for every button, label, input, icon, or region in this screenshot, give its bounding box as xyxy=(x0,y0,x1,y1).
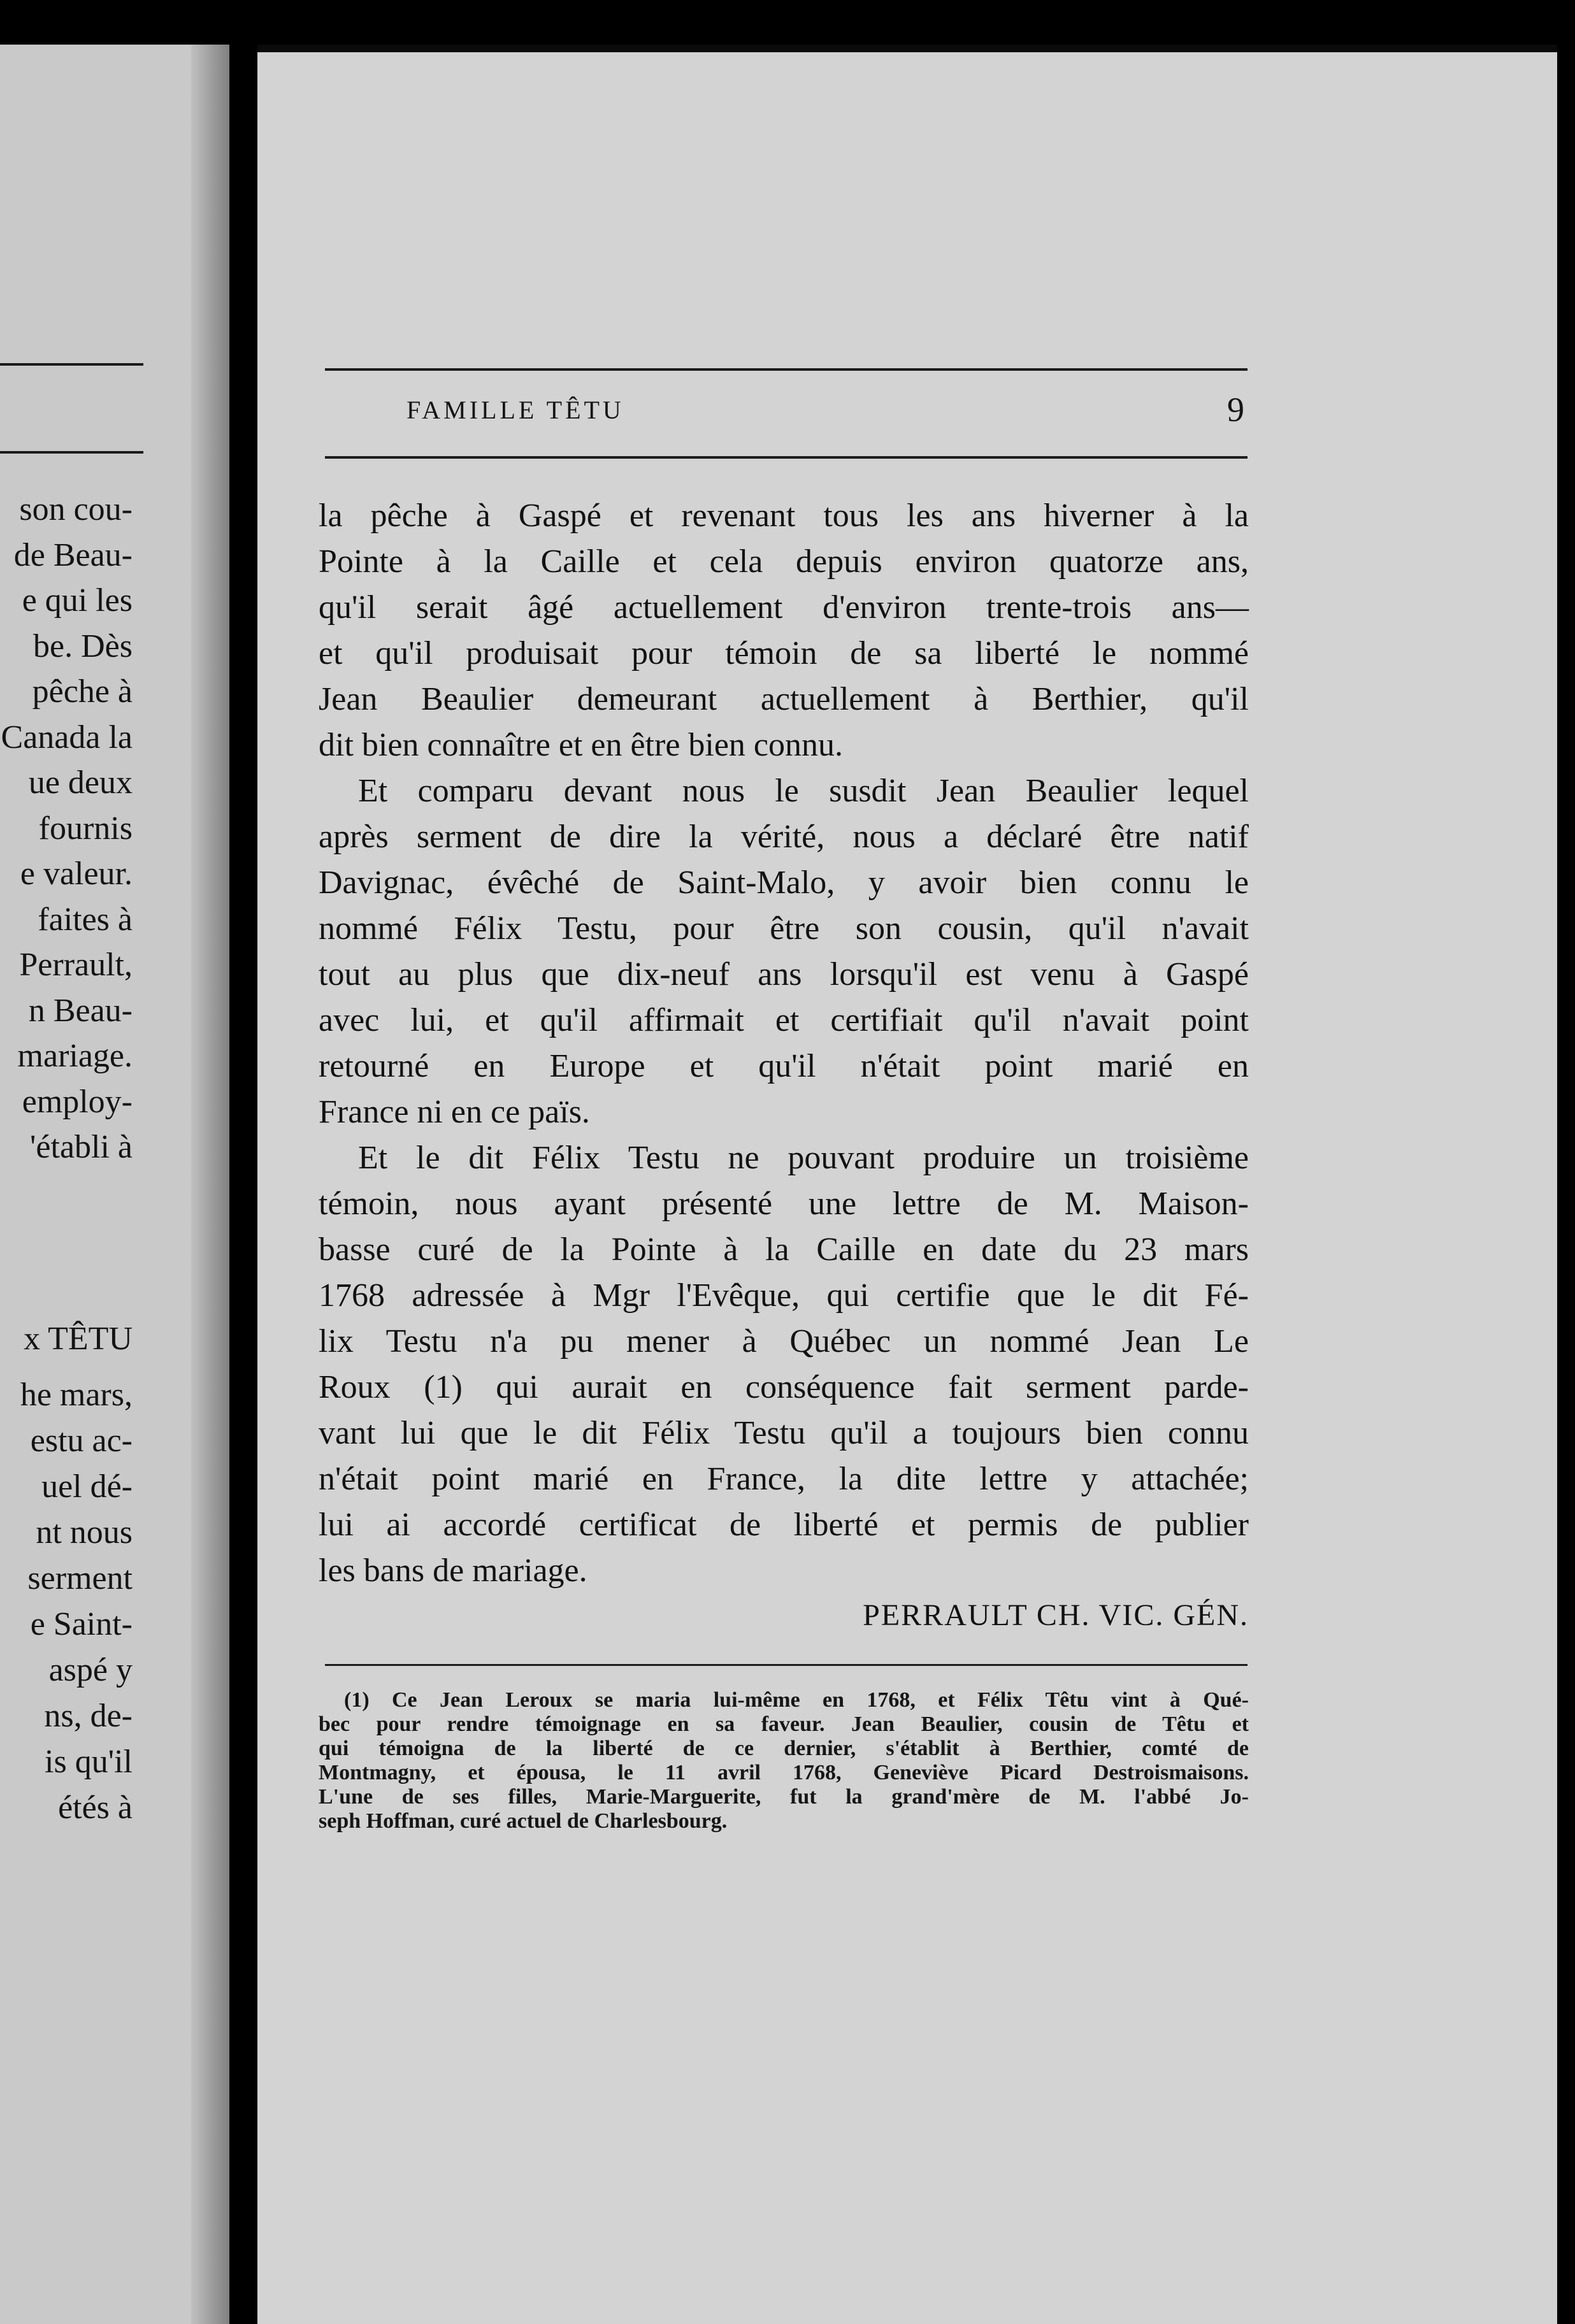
footnote-line: L'une de ses filles, Marie-Marguerite, fut la grand'mère de M. l'abbé Jo- xyxy=(319,1785,1249,1809)
previous-page-head-rule-top xyxy=(0,363,143,366)
body-line: Davignac, évêché de Saint-Malo, y avoir bien connu le xyxy=(319,864,1249,901)
previous-page-line: estu ac- xyxy=(30,1423,133,1459)
scan-border-top xyxy=(0,0,1575,45)
previous-page-fragment xyxy=(0,45,229,2324)
previous-page-line: e qui les xyxy=(22,582,133,619)
previous-page-line: nt nous xyxy=(36,1514,133,1551)
body-line: dit bien connaître et en être bien connu. xyxy=(319,727,844,763)
body-line: après serment de dire la vérité, nous a déclaré être natif xyxy=(319,819,1249,855)
page-curve-shadow xyxy=(191,45,229,2324)
body-line: basse curé de la Pointe à la Caille en date du 23 mars xyxy=(319,1231,1249,1268)
body-line: Et comparu devant nous le susdit Jean Beaulier lequel xyxy=(358,773,1249,809)
body-line: retourné en Europe et qu'il n'était point marié en xyxy=(319,1048,1249,1084)
body-line: Jean Beaulier demeurant actuellement à Berthier, qu'il xyxy=(319,681,1249,717)
signature: PERRAULT CH. VIC. GÉN. xyxy=(863,1598,1249,1632)
previous-page-line: aspé y xyxy=(48,1652,133,1688)
footnote-line: seph Hoffman, curé actuel de Charlesbourg. xyxy=(319,1809,728,1833)
previous-page-line: de Beau- xyxy=(13,537,133,573)
body-line: nommé Félix Testu, pour être son cousin, qu'il n'avait xyxy=(319,910,1249,947)
body-line: lix Testu n'a pu mener à Québec un nommé Jean Le xyxy=(319,1323,1249,1359)
body-line: Pointe à la Caille et cela depuis environ quatorze ans, xyxy=(319,543,1249,580)
previous-page-line: Canada la xyxy=(1,719,133,756)
body-line: la pêche à Gaspé et revenant tous les ans hiverner à la xyxy=(319,498,1249,534)
previous-page-line: serment xyxy=(27,1560,133,1596)
previous-page-line: pêche à xyxy=(32,673,133,710)
previous-page-line: uel dé- xyxy=(41,1468,133,1505)
body-line: lui ai accordé certificat de liberté et permis de publier xyxy=(319,1507,1249,1543)
previous-page-line: mariage. xyxy=(17,1038,133,1074)
previous-page-line: ns, de- xyxy=(44,1698,133,1734)
previous-page-line: fournis xyxy=(38,810,133,847)
body-line: et qu'il produisait pour témoin de sa liberté le nommé xyxy=(319,635,1249,671)
previous-page-head-rule-bottom xyxy=(0,451,143,454)
footnote-line: bec pour rendre témoignage en sa faveur. Jean Beaulier, cousin de Têtu et xyxy=(319,1712,1249,1736)
body-line: Et le dit Félix Testu ne pouvant produire un troisième xyxy=(358,1140,1249,1176)
previous-page-line: ue deux xyxy=(28,764,133,801)
scan-border-right xyxy=(1557,45,1575,2324)
running-head: FAMILLE TÊTU xyxy=(406,396,624,424)
previous-page-line: x TÊTU xyxy=(24,1321,133,1357)
footnote-line: qui témoigna de la liberté de ce dernier, s'établit à Berthier, comté de xyxy=(319,1737,1249,1760)
previous-page-line: e valeur. xyxy=(20,856,133,892)
previous-page-line: n Beau- xyxy=(28,993,133,1029)
body-line: vant lui que le dit Félix Testu qu'il a toujours bien connu xyxy=(319,1415,1249,1451)
previous-page-line: faites à xyxy=(38,901,133,938)
previous-page-line: employ- xyxy=(22,1084,133,1120)
body-line: tout au plus que dix-neuf ans lorsqu'il est venu à Gaspé xyxy=(319,956,1249,993)
body-line: les bans de mariage. xyxy=(319,1553,587,1589)
previous-page-line: son cou- xyxy=(19,491,133,527)
body-line: témoin, nous ayant présenté une lettre de M. Maison- xyxy=(319,1186,1249,1222)
body-line: n'était point marié en France, la dite lettre y attachée; xyxy=(319,1461,1249,1497)
footnote-rule xyxy=(325,1664,1248,1666)
previous-page-line: Perrault, xyxy=(19,947,133,983)
body-line: France ni en ce païs. xyxy=(319,1094,590,1130)
previous-page-line: étés à xyxy=(58,1790,133,1826)
footnote-line: (1) Ce Jean Leroux se maria lui-même en 1768, et Félix Têtu vint à Qué- xyxy=(344,1688,1249,1712)
previous-page-line: be. Dès xyxy=(33,628,133,664)
header-rule-bottom xyxy=(325,456,1248,459)
previous-page-line: he mars, xyxy=(20,1377,133,1413)
previous-page-line: 'établi à xyxy=(30,1129,133,1165)
page-number: 9 xyxy=(1227,391,1244,429)
previous-page-line: e Saint- xyxy=(30,1606,133,1642)
body-line: qu'il serait âgé actuellement d'environ trente-trois ans— xyxy=(319,589,1249,626)
footnote-line: Montmagny, et épousa, le 11 avril 1768, Geneviève Picard Destroismaisons. xyxy=(319,1761,1249,1784)
body-line: Roux (1) qui aurait en conséquence fait serment parde- xyxy=(319,1369,1249,1405)
book-gutter xyxy=(229,45,257,2324)
previous-page-line: is qu'il xyxy=(45,1744,133,1780)
body-line: 1768 adressée à Mgr l'Evêque, qui certifie que le dit Fé- xyxy=(319,1277,1249,1314)
body-line: avec lui, et qu'il affirmait et certifiait qu'il n'avait point xyxy=(319,1002,1249,1038)
header-rule-top xyxy=(325,368,1248,371)
